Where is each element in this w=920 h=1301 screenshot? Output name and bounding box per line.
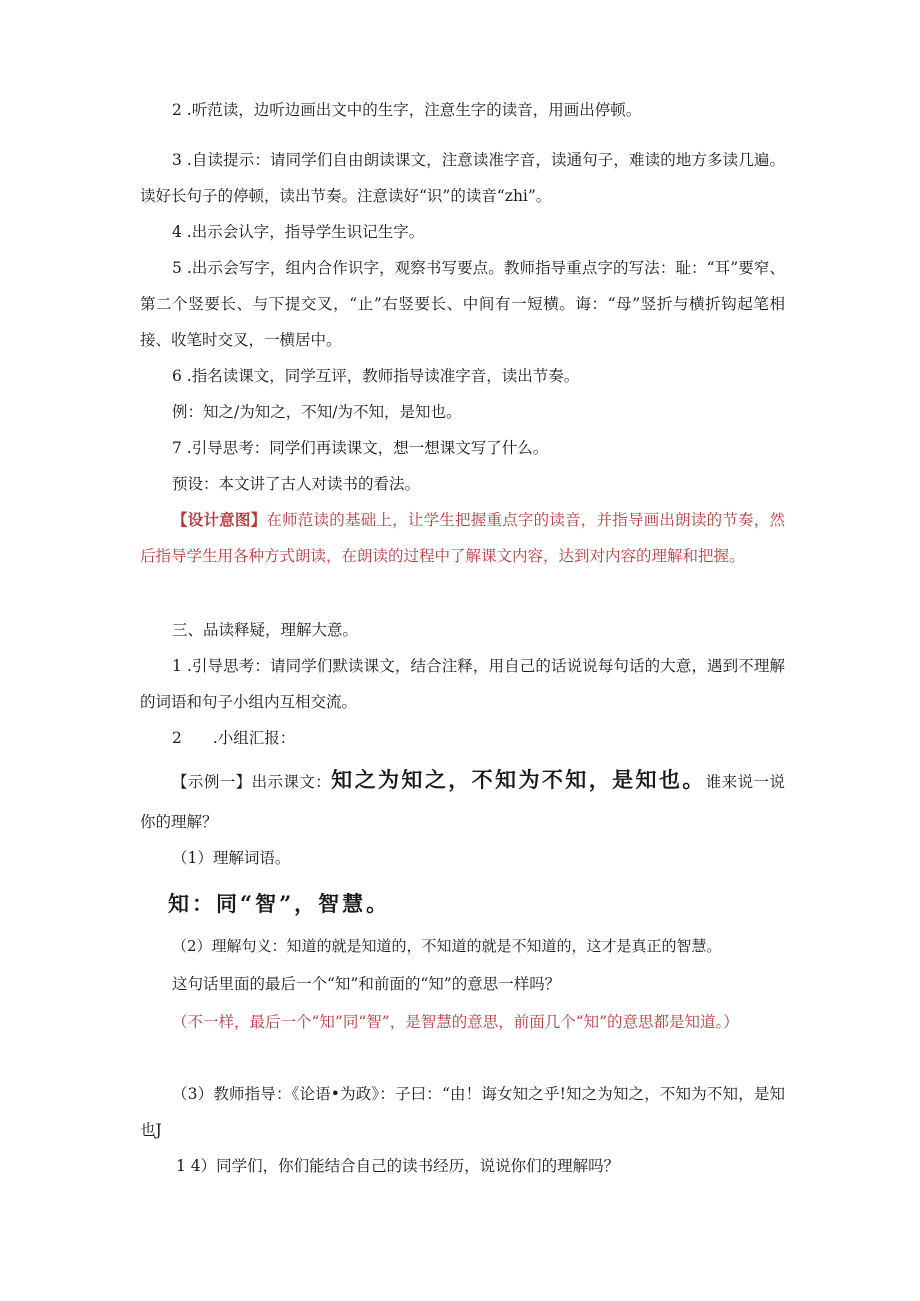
step-understand-sentence: （2）理解句义：知道的就是知道的，不知道的就是不知道的，这才是真正的智慧。	[172, 937, 722, 955]
section-heading-3: 三、品读释疑，理解大意。	[172, 621, 359, 639]
answer-different-meaning: （不一样，最后一个“知”同“智”，是智慧的意思，前面几个“知”的意思都是知道。）	[172, 1013, 739, 1031]
example-one	[140, 760, 785, 842]
step-personal-understanding: 1 4）同学们，你们能结合自己的读书经历，说说你们的理解吗？	[176, 1157, 620, 1175]
paragraph-group-report: 2 .小组汇报：	[172, 729, 296, 747]
design-intent-note	[140, 502, 785, 574]
paragraph-writing-characters: 5 .出示会写字，组内合作识字，观察书写要点。教师指导重点字的写法：耻：“耳”要窄、第二个竖要长、与下提交叉，“止”右竖要长、中间有一短横。诲：“母”竖折与横折钩起笔相接、收笔时交叉，一横居中。	[140, 259, 785, 349]
step-understand-words: （1）理解词语。	[172, 849, 291, 867]
word-definition: 知：同“智”，智慧。	[168, 891, 391, 916]
example-one-tag: 【示例一】	[172, 773, 252, 791]
paragraph-self-reading-tips: 3 .自读提示：请同学们自由朗读课文，注意读准字音，读通句子，难读的地方多读几遍。读好长句子的停顿，读出节奏。注意读好“识”的读音“zhi”。	[140, 151, 785, 205]
example-one-quote: 知之为知之，不知为不知，是知也。	[331, 767, 706, 792]
design-intent-text: 在师范读的基础上，让学生把握重点字的读音，并指导画出朗读的节奏，然后指导学生用各种方式朗读，在朗读的过程中了解课文内容，达到对内容的理解和把握。	[140, 511, 785, 565]
question-same-meaning: 这句话里面的最后一个“知”和前面的“知”的意思一样吗？	[172, 975, 561, 993]
design-intent-tag: 【设计意图】	[172, 510, 267, 529]
example-one-tail: 谁来说一说你的理解？	[140, 773, 785, 831]
paragraph-example-pauses: 例：知之/为知之，不知/为不知，是知也。	[172, 403, 462, 421]
example-one-lead: 出示课文：	[251, 773, 332, 791]
paragraph-listen-model-reading: 2 .听范读，边听边画出文中的生字，注意生字的读音，用画出停顿。	[172, 101, 642, 119]
step-teacher-guidance: （3）教师指导：《论语•为政》：子曰：“由！诲女知之乎!知之为知之，不知为不知，是知也J	[140, 1085, 785, 1139]
paragraph-recognize-characters: 4 .出示会认字，指导学生识记生字。	[172, 223, 425, 241]
paragraph-preset-answer: 预设：本文讲了古人对读书的看法。	[172, 475, 421, 493]
paragraph-read-aloud: 6 .指名读课文，同学互评，教师指导读准字音，读出节奏。	[172, 367, 580, 385]
paragraph-silent-reading: 1 .引导思考：请同学们默读课文，结合注释，用自己的话说说每句话的大意，遇到不理解的词语和句子小组内互相交流。	[140, 657, 785, 711]
paragraph-guided-thinking: 7 .引导思考：同学们再读课文，想一想课文写了什么。	[172, 439, 549, 457]
